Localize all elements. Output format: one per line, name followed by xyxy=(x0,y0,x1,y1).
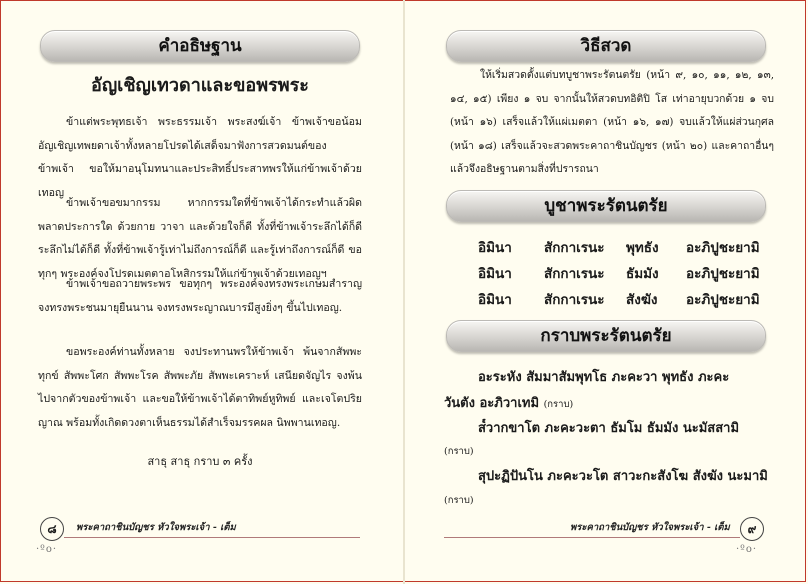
right-footer-text: พระคาถาชินบัญชร หัวใจพระเจ้า - เต็ม xyxy=(570,522,730,533)
verse-buddha-line2 xyxy=(444,392,573,413)
left-header-title: คำอธิษฐาน xyxy=(158,36,242,56)
chant-word: อิมินา xyxy=(478,292,512,308)
left-footer-text: พระคาถาชินบัญชร หัวใจพระเจ้า - เต็ม xyxy=(76,522,236,533)
paragraph-text: ขอพระองค์ท่านทั้งหลาย จงประทานพรให้ข้าพเจ้า พ้นจากสัพพะทุกข์ สัพพะโศก สัพพะโรค สัพพะภัย สัพพะเคราะห์ เสนียดจัญไร จงพ้นไปจากตัวของข้าพเจ้า และขอให้ข้าพเจ้าได้ตาทิพย์หูทิพย์ และเจโตปริยญาณ พร้อมทั้งเกิดดวงตาเห็นธรรมได้สำเร็จมรรคผล นิพพานเทอญ. xyxy=(38,346,362,429)
chant-word: อิมินา xyxy=(478,266,512,282)
paragraph-text: ข้าพเจ้าขอขมากรรม หากกรรมใดที่ข้าพเจ้าได้กระทำแล้วผิดพลาดประการใด ด้วยกาย วาจา และด้วยใจก็ดี ทั้งที่ข้าพเจ้าระลึกได้ก็ดี ระลึกไม่ได้ก็ดี ทั้งที่ข้าพเจ้ารู้เท่าไม่ถึงการณ์ก็ดี และรู้เท่าถึงการณ์ก็ดี ขอทุกๆ พระองค์จงโปรดเมตตาอโหสิกรรมให้แก่ข้าพเจ้าด้วยเทอญฯ xyxy=(38,197,362,280)
right-header-pill xyxy=(446,30,766,62)
paragraph-invocation xyxy=(38,111,362,205)
chant-word: สักกาเรนะ xyxy=(544,266,605,282)
section-title-worship: บูชาพระรัตนตรัย xyxy=(544,196,668,216)
section-pill-prostration xyxy=(446,320,766,352)
right-page xyxy=(404,0,808,584)
ornament-icon: ·ºo· xyxy=(36,544,58,555)
paragraph-text: ข้าแต่พระพุทธเจ้า พระธรรมเจ้า พระสงฆ์เจ้า ข้าพเจ้าขอน้อมอัญเชิญเทพยดาเจ้าทั้งหลายโปรดได้เสด็จมาฟังการสวดมนต์ของข้าพเจ้า ขอให้มาอนุโมทนาและประสิทธิ์ประสาทพรให้แก่ข้าพเจ้าด้วยเทอญ xyxy=(38,116,362,199)
page-number: ๙ xyxy=(747,522,757,536)
left-header-pill xyxy=(40,30,360,62)
paragraph-apology xyxy=(38,192,362,286)
chant-word: อะภิปูชะยามิ xyxy=(686,266,760,282)
bow-note: (กราบ) xyxy=(543,399,574,410)
verse-buddha-line1: อะระหัง สัมมาสัมพุทโธ ภะคะวา พุทธัง ภะคะ xyxy=(478,370,730,385)
verse-text: วันตัง อะภิวาเทมิ xyxy=(444,396,540,411)
page-number-badge xyxy=(740,517,764,541)
section-title-prostration: กราบพระรัตนตรัย xyxy=(540,326,672,346)
paragraph-blessing xyxy=(38,273,362,320)
chant-word: สักกาเรนะ xyxy=(544,240,605,256)
footer-rule xyxy=(64,537,360,538)
section-pill-worship xyxy=(446,190,766,222)
chant-word: อะภิปูชะยามิ xyxy=(686,240,760,256)
left-subtitle: อัญเชิญเทวดาและขอพรพระ xyxy=(91,75,309,96)
bow-note: (กราบ) xyxy=(444,495,474,506)
ornament-icon: ·ºo· xyxy=(736,544,758,555)
chant-word: สักกาเรนะ xyxy=(544,292,605,308)
bow-note: (กราบ) xyxy=(444,446,474,457)
chant-word: อะภิปูชะยามิ xyxy=(686,292,760,308)
closing-line: สาธุ สาธุ กราบ ๓ ครั้ง xyxy=(147,455,253,468)
chant-word: ธัมมัง xyxy=(626,266,659,282)
instructions-text: ให้เริ่มสวดตั้งแต่บทบูชาพระรัตนตรัย (หน้า ๙, ๑๐, ๑๑, ๑๒, ๑๓, ๑๔, ๑๕) เพียง ๑ จบ จากนั้นให้สวดบทอิติปิ โส เท่าอายุบวกด้วย ๑ จบ (หน้า ๑๖) เสร็จแล้วให้แผ่เมตตา (หน้า ๑๖, ๑๗) จบแล้วให้แผ่ส่วนกุศล (หน้า ๑๘) เสร็จแล้วจะสวดพระคาถาชินบัญชร (หน้า ๒๐) และคาถาอื่นๆ แล้วจึงอธิษฐานตามสิ่งที่ปรารถนา xyxy=(450,69,774,175)
chant-word: พุทธัง xyxy=(626,240,659,256)
paragraph-wish xyxy=(38,341,362,435)
footer-rule xyxy=(444,537,740,538)
verse-sangha: สุปะฏิปันโน ภะคะวะโต สาวะกะสังโฆ สังฆัง นะมามิ xyxy=(478,469,768,484)
chant-word: อิมินา xyxy=(478,240,512,256)
page-number-badge xyxy=(40,517,64,541)
right-header-title: วิธีสวด xyxy=(580,36,632,56)
paragraph-text: ข้าพเจ้าขอถวายพระพร ขอทุกๆ พระองค์จงทรงพระเกษมสำราญ จงทรงพระชนมายุยืนนาน จงทรงพระญาณบารมีสูงยิ่งๆ ขึ้นไปเทอญ. xyxy=(38,278,362,314)
page-number: ๘ xyxy=(47,522,57,536)
chant-word: สังฆัง xyxy=(626,292,658,308)
instructions-paragraph xyxy=(450,64,774,182)
verse-dhamma: ส๎วากขาโต ภะคะวะตา ธัมโม ธัมมัง นะมัสสามิ xyxy=(478,421,740,436)
